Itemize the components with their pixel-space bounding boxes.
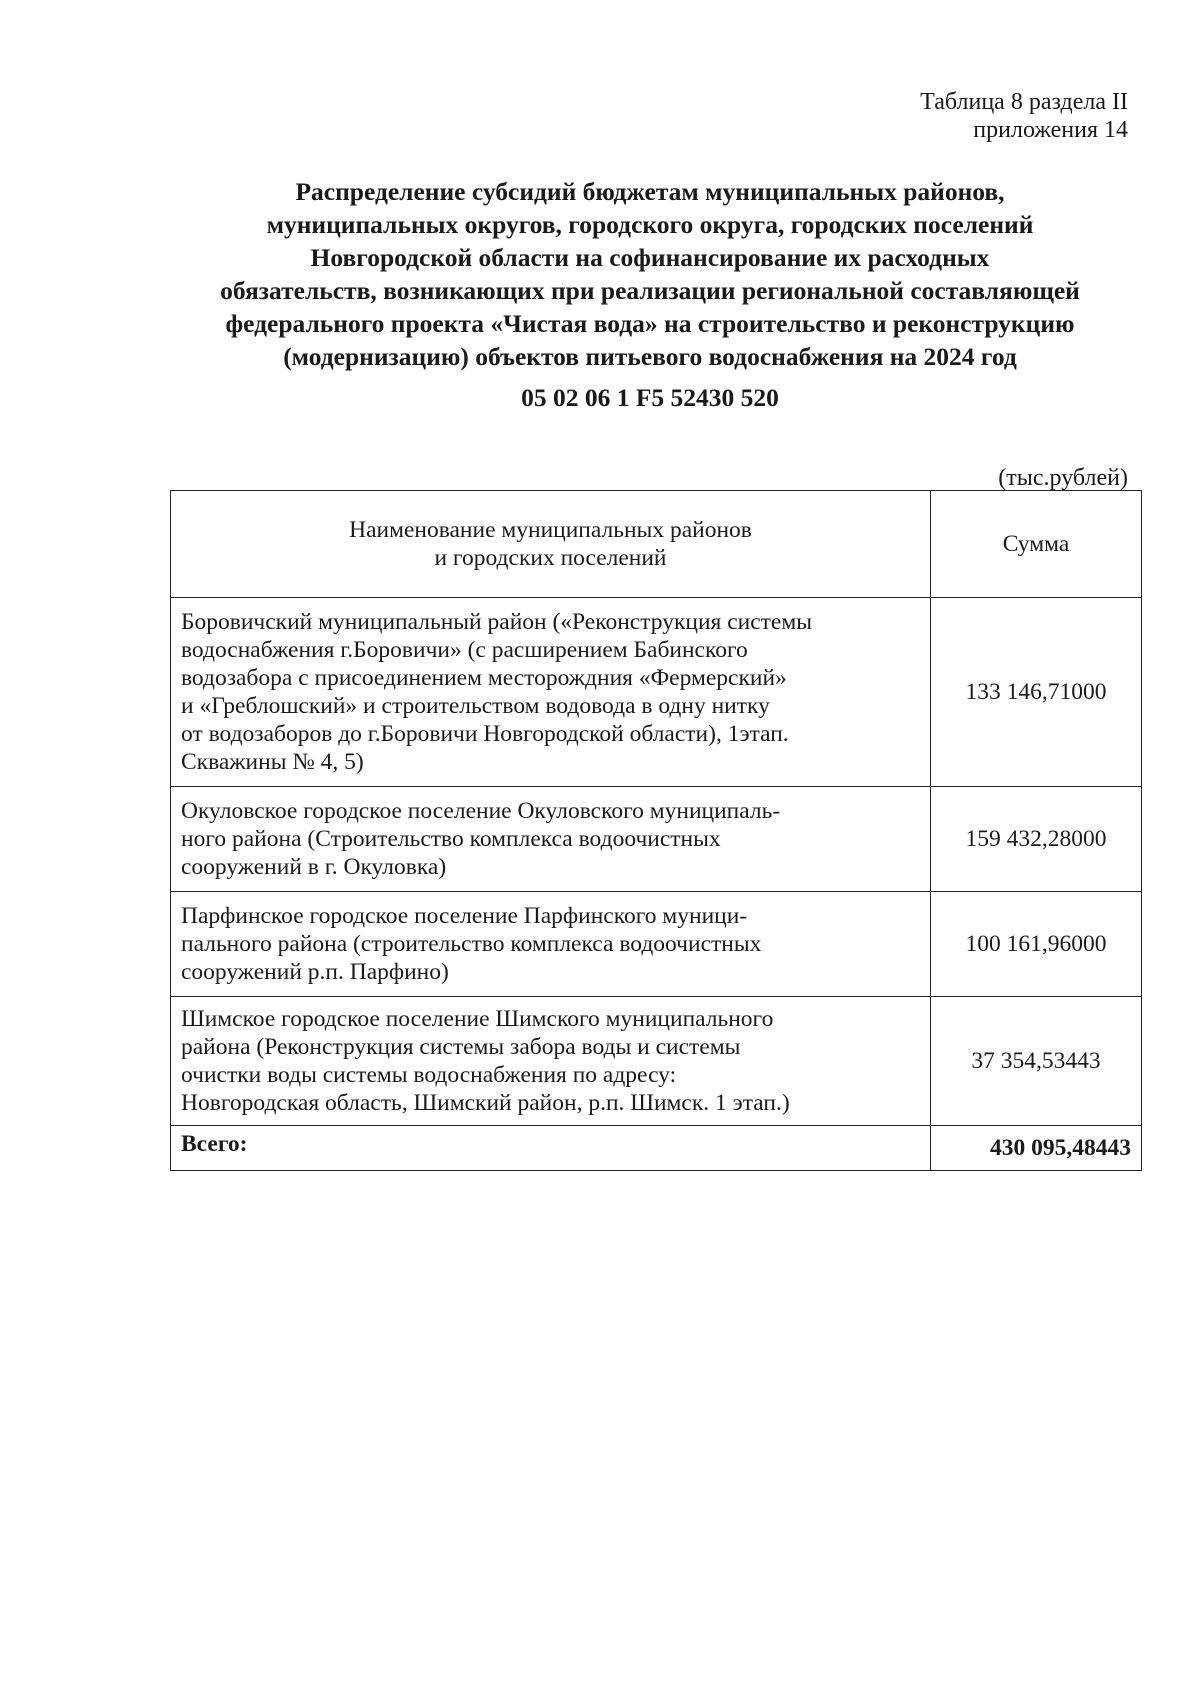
appendix-reference <box>920 88 1128 144</box>
table-header-row <box>171 491 1142 598</box>
budget-code: 05 02 06 1 F5 52430 520 <box>521 383 779 412</box>
total-sum: 430 095,48443 <box>931 1126 1142 1171</box>
title-line: Новгородской области на софинансирование их расходных <box>310 243 990 272</box>
column-header-name-line-2: и городских поселений <box>434 545 667 571</box>
municipality-name-cell <box>171 787 931 892</box>
name-line: Окуловское городское поселение Окуловского муниципаль- <box>181 798 781 824</box>
name-line: и «Греблошский» и строительством водовода в одну нитку <box>181 693 770 719</box>
units-label: (тыс.рублей) <box>998 465 1128 491</box>
title-line: (модернизацию) объектов питьевого водоснабжения на 2024 год <box>283 342 1017 371</box>
sum-cell: 159 432,28000 <box>931 787 1142 892</box>
document-title <box>150 175 1150 373</box>
name-line: пального района (строительство комплекса водоочистных <box>181 931 762 957</box>
name-line: водоснабжения г.Боровичи» (с расширением Бабинского <box>181 637 748 663</box>
name-line: района (Реконструкция системы забора воды и системы <box>181 1034 741 1060</box>
total-row <box>171 1126 1142 1171</box>
name-line: Шимское городское поселение Шимского муниципального <box>181 1006 774 1032</box>
name-line: водозабора с присоединением месторождния «Фермерский» <box>181 665 787 691</box>
column-header-name <box>171 491 931 598</box>
name-line: ного района (Строительство комплекса водоочистных <box>181 826 721 852</box>
column-header-name-line-1: Наименование муниципальных районов <box>349 517 752 543</box>
name-line: Боровичский муниципальный район («Реконструкция системы <box>181 609 813 635</box>
title-line: Распределение субсидий бюджетам муниципальных районов, <box>295 177 1005 206</box>
table-row <box>171 997 1142 1126</box>
name-line: очистки воды системы водоснабжения по адресу: <box>181 1062 677 1088</box>
table-row <box>171 892 1142 997</box>
title-line: муниципальных округов, городского округа, городских поселений <box>266 210 1034 239</box>
sum-cell: 100 161,96000 <box>931 892 1142 997</box>
table-row <box>171 787 1142 892</box>
subsidy-table <box>170 490 1142 1171</box>
title-line: федерального проекта «Чистая вода» на строительство и реконструкцию <box>225 309 1075 338</box>
municipality-name-cell <box>171 997 931 1126</box>
municipality-name-cell <box>171 598 931 787</box>
municipality-name-cell <box>171 892 931 997</box>
name-line: Скважины № 4, 5) <box>181 749 364 775</box>
name-line: Новгородская область, Шимский район, р.п. Шимск. 1 этап.) <box>181 1090 790 1116</box>
title-line: обязательств, возникающих при реализации региональной составляющей <box>220 276 1080 305</box>
name-line: от водозаборов до г.Боровичи Новгородской области), 1этап. <box>181 721 789 747</box>
column-header-sum: Сумма <box>931 491 1142 598</box>
sum-cell: 37 354,53443 <box>931 997 1142 1126</box>
name-line: Парфинское городское поселение Парфинского муници- <box>181 903 748 929</box>
sum-cell: 133 146,71000 <box>931 598 1142 787</box>
name-line: сооружений р.п. Парфино) <box>181 959 449 985</box>
appendix-ref-line-2: приложения 14 <box>973 117 1128 143</box>
table-row <box>171 598 1142 787</box>
name-line: сооружений в г. Окуловка) <box>181 854 447 880</box>
appendix-ref-line-1: Таблица 8 раздела II <box>920 89 1128 115</box>
total-label: Всего: <box>171 1126 931 1171</box>
